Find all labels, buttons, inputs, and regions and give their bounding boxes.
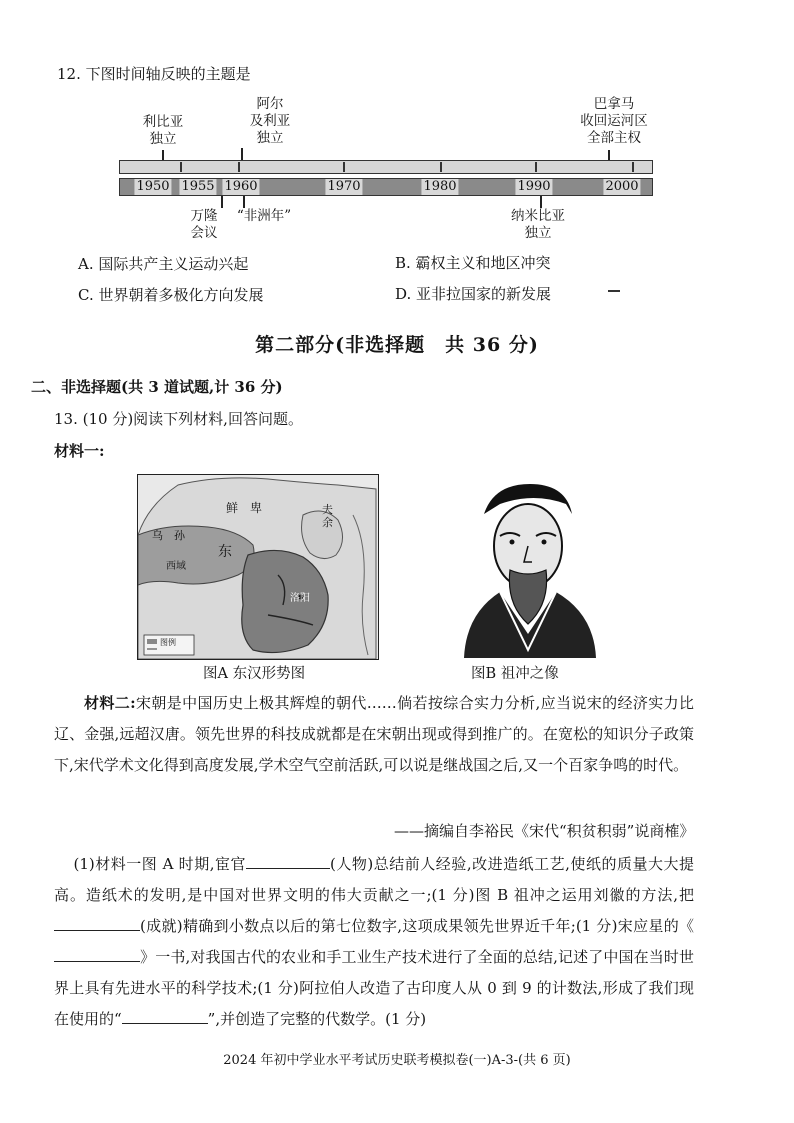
- q13-sub1-part4: 》一书,对我国古代的农业和手工业生产技术进行了全面的总结,记述了中国在当时世界上具有先进水平的科学技术;(1 分)阿拉伯人改造了古印度人从 0 到 9 的计数法,形成了我们现在使用的“: [54, 948, 694, 1028]
- material2-label: 材料二:: [84, 694, 136, 712]
- q12-stem: 12. 下图时间轴反映的主题是: [57, 65, 251, 83]
- year-label: 1970: [327, 179, 361, 194]
- material2: [54, 688, 694, 781]
- option-d: D. 亚非拉国家的新发展: [395, 285, 552, 303]
- map-label-xianbei: 鲜 卑: [226, 501, 263, 515]
- q13-sub1-part3: (成就)精确到小数点以后的第七位数字,这项成果领先世界近千年;(1 分)宋应星的《: [140, 917, 694, 935]
- q13-sub1-part5: ”,并创造了完整的代数学。(1 分): [207, 1010, 427, 1028]
- portrait-graphic: [454, 474, 606, 658]
- stray-mark: [608, 290, 620, 292]
- timeline-event-bandung: 万隆 会议: [190, 208, 218, 241]
- year-label: 1980: [423, 179, 457, 194]
- timeline-event-namibia: 纳米比亚 独立: [511, 208, 565, 241]
- year-label: 1950: [136, 179, 170, 194]
- blank-achievement[interactable]: [54, 916, 140, 931]
- map-label-dong: 东: [218, 544, 232, 560]
- q13-stem: 13. (10 分)阅读下列材料,回答问题。: [54, 410, 303, 428]
- option-b: B. 霸权主义和地区冲突: [395, 254, 551, 272]
- map-label-xiyu: 西域: [166, 561, 186, 572]
- fig-b-caption: 图B 祖冲之像: [471, 666, 559, 682]
- map-label-luoyang: 洛阳: [290, 593, 310, 604]
- map-eastern-han: [137, 474, 379, 660]
- page-footer: 2024 年初中学业水平考试历史联考模拟卷(一)A-3-(共 6 页): [223, 1053, 571, 1068]
- q13-sub1-part2: (人物)总结前人经验,改进造纸工艺,使纸的质量大大提高。造纸术的发明,是中国对世界文明的伟大贡献之一;(1 分)图 B 祖冲之运用刘徽的方法,把: [54, 855, 695, 904]
- timeline: [0, 0, 794, 250]
- year-label: 1990: [517, 179, 551, 194]
- timeline-bar-top: [119, 160, 653, 174]
- blank-numerals[interactable]: [122, 1009, 208, 1024]
- fig-a-caption: 图A 东汉形势图: [203, 666, 306, 682]
- part2-title: 第二部分(非选择题 共 36 分): [255, 334, 539, 356]
- year-label: 1955: [181, 179, 215, 194]
- q13-sub1: [54, 849, 694, 1035]
- timeline-event-libya: 利比亚 独立: [142, 114, 184, 147]
- portrait-zu-chongzhi: [454, 474, 606, 658]
- q13-sub1-part1: (1)材料一图 A 时期,宦官: [73, 855, 247, 873]
- material2-text: 宋朝是中国历史上极其辉煌的朝代……倘若按综合实力分析,应当说宋的经济实力比辽、金强,远超汉唐。领先世界的科技成就都是在宋朝出现或得到推广的。在宽松的知识分子政策下,宋代学术文化得到高度发展,学术空气空前活跃,可以说是继战国之后,又一个百家争鸣的时代。: [54, 694, 694, 774]
- option-c: C. 世界朝着多极化方向发展: [78, 286, 264, 304]
- material1-label: 材料一:: [54, 442, 105, 460]
- map-legend-label: 图例: [160, 638, 176, 647]
- map-label-wusun: 乌 孙: [152, 529, 185, 542]
- timeline-event-panama: 巴拿马 收回运河区 全部主权: [580, 96, 648, 146]
- year-label: 1960: [224, 179, 258, 194]
- blank-person[interactable]: [246, 854, 330, 869]
- section-heading: 二、非选择题(共 3 道试题,计 36 分): [31, 378, 283, 396]
- material2-source: ——摘编自李裕民《宋代“积贫积弱”说商榷》: [394, 822, 695, 840]
- option-a: A. 国际共产主义运动兴起: [78, 255, 249, 273]
- map-label-fuyu: 夫 余: [322, 503, 333, 529]
- year-label: 2000: [605, 179, 639, 194]
- timeline-event-algeria: 阿尔 及利亚 独立: [249, 96, 291, 146]
- timeline-event-africa-year: “非洲年”: [236, 208, 292, 224]
- blank-book[interactable]: [54, 947, 140, 962]
